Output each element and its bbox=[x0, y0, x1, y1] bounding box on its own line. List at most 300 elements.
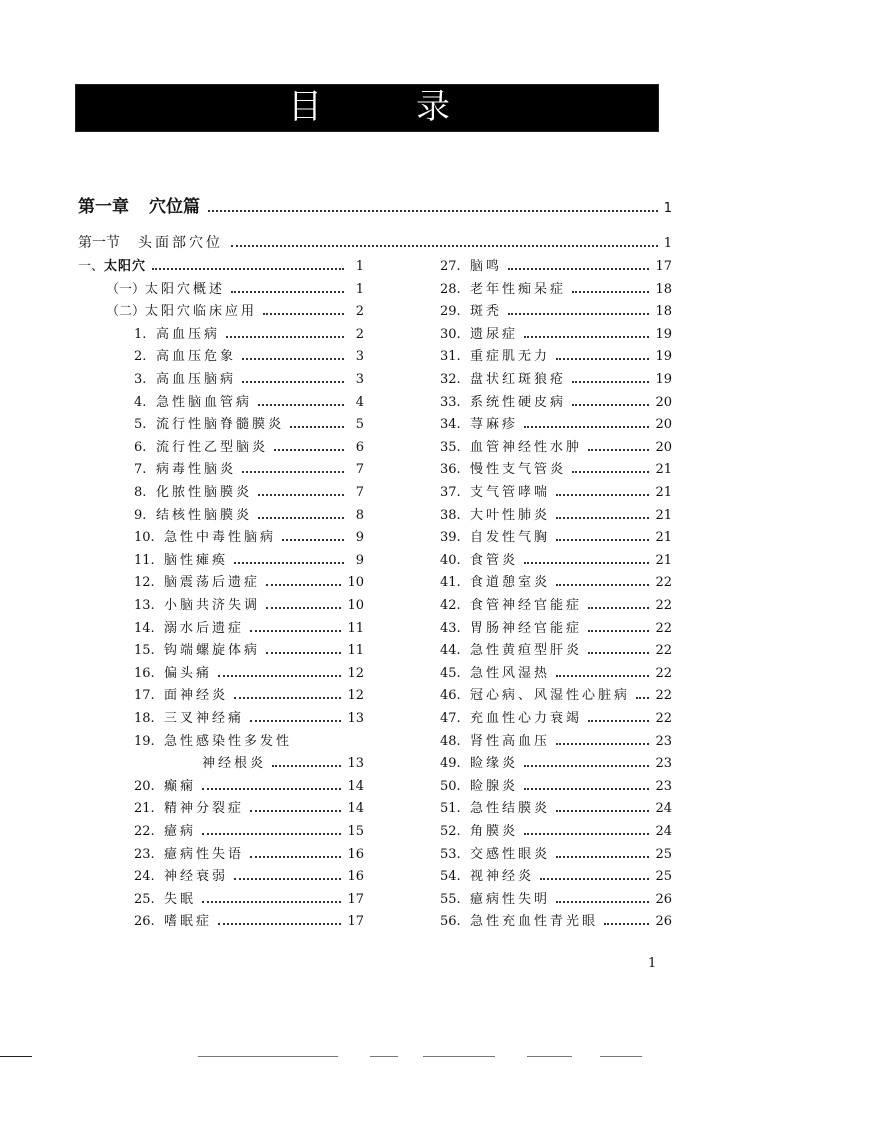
entry-number: 30. bbox=[440, 326, 461, 342]
dot-leader bbox=[218, 675, 341, 677]
dot-leader bbox=[258, 517, 344, 519]
entry-number: 38. bbox=[440, 507, 461, 523]
toc-entry[interactable] bbox=[134, 504, 364, 524]
toc-entry[interactable] bbox=[440, 549, 672, 569]
entry-number: 42. bbox=[440, 598, 461, 613]
entry-title: 太阳穴临床应用 bbox=[145, 304, 258, 320]
entry-number: 15. bbox=[134, 643, 155, 659]
toc-entry[interactable] bbox=[134, 481, 364, 501]
entry-title: 三叉神经痛 bbox=[164, 711, 245, 726]
dot-leader bbox=[556, 584, 649, 586]
dot-leader bbox=[524, 765, 649, 767]
dot-leader bbox=[234, 562, 344, 564]
entry-page: 21 bbox=[655, 530, 672, 546]
entry-title: 病毒性脑炎 bbox=[156, 462, 237, 478]
toc-entry[interactable] bbox=[440, 910, 672, 930]
dot-leader bbox=[250, 630, 341, 632]
entry-page: 8 bbox=[355, 507, 364, 523]
entry-number: 36. bbox=[440, 462, 461, 478]
entry-number: 51. bbox=[440, 801, 461, 817]
toc-entry[interactable] bbox=[134, 345, 364, 365]
dot-leader bbox=[258, 494, 344, 496]
entry-number: 28. bbox=[440, 281, 461, 297]
entry-title: 急性黄疸型肝炎 bbox=[470, 643, 583, 659]
entry-number: 19. bbox=[134, 733, 155, 749]
entry-number: 16. bbox=[134, 665, 155, 681]
entry-number: 22. bbox=[134, 824, 155, 839]
toc-entry[interactable] bbox=[134, 594, 364, 614]
entry-number: 54. bbox=[440, 869, 461, 885]
entry-title: 急性风湿热 bbox=[470, 665, 551, 681]
chapter-title: 穴位篇 bbox=[149, 197, 200, 217]
entry-page: 7 bbox=[355, 485, 364, 500]
entry-title: 冠心病、风湿性心脏病 bbox=[470, 688, 631, 704]
dot-leader bbox=[556, 901, 649, 903]
dot-leader bbox=[282, 539, 344, 541]
entry-number: 21. bbox=[134, 801, 155, 817]
entry-number: 18. bbox=[134, 711, 155, 726]
entry-number: 48. bbox=[440, 733, 461, 749]
entry-title: 化脓性脑膜炎 bbox=[156, 485, 253, 500]
entry-title: 高血压脑病 bbox=[156, 372, 237, 387]
entry-number: 50. bbox=[440, 778, 461, 794]
toc-title-banner bbox=[75, 84, 659, 132]
dot-leader bbox=[604, 923, 649, 925]
toc-entry[interactable] bbox=[134, 820, 364, 840]
toc-entry[interactable] bbox=[134, 526, 364, 546]
entry-page: 22 bbox=[655, 643, 672, 659]
dot-leader bbox=[242, 358, 344, 360]
toc-entry[interactable] bbox=[440, 843, 672, 863]
entry-title: 太阳穴 bbox=[104, 259, 147, 274]
entry-title: 钩端螺旋体病 bbox=[164, 643, 261, 659]
toc-entry[interactable] bbox=[180, 752, 364, 772]
dot-leader bbox=[290, 426, 344, 428]
toc-entry[interactable] bbox=[134, 639, 364, 659]
toc-entry[interactable] bbox=[440, 639, 672, 659]
dot-leader bbox=[272, 765, 341, 767]
entry-number: 10. bbox=[134, 530, 155, 546]
entry-page: 23 bbox=[655, 756, 672, 772]
entry-page: 5 bbox=[355, 417, 364, 433]
toc-entry[interactable] bbox=[134, 391, 364, 411]
entry-number: 52. bbox=[440, 824, 461, 839]
dot-leader bbox=[274, 449, 344, 451]
entry-page: 1 bbox=[355, 281, 364, 297]
entry-page: 16 bbox=[347, 869, 364, 885]
entry-number: 34. bbox=[440, 417, 461, 433]
dot-leader bbox=[524, 426, 649, 428]
toc-entry[interactable] bbox=[134, 843, 364, 863]
dot-leader bbox=[242, 471, 344, 473]
toc-entry[interactable] bbox=[134, 684, 364, 704]
entry-page: 16 bbox=[347, 846, 364, 862]
entry-title: 小脑共济失调 bbox=[164, 598, 261, 613]
entry-page: 11 bbox=[347, 620, 364, 636]
dot-leader bbox=[540, 878, 649, 880]
entry-page: 3 bbox=[355, 349, 364, 365]
entry-title: 大叶性肺炎 bbox=[470, 507, 551, 523]
entry-title: 失眠 bbox=[164, 891, 197, 907]
entry-page: 25 bbox=[655, 869, 672, 885]
entry-page: 1 bbox=[355, 259, 364, 274]
toc-entry[interactable] bbox=[134, 662, 364, 682]
dot-leader bbox=[572, 404, 649, 406]
entry-title: 癔病性失明 bbox=[470, 891, 551, 907]
entry-title: 遗尿症 bbox=[470, 326, 519, 342]
entry-page: 26 bbox=[655, 914, 672, 930]
dot-leader bbox=[508, 268, 649, 270]
entry-title: 交感性眼炎 bbox=[470, 846, 551, 862]
toc-title-char-2: 录 bbox=[416, 87, 450, 127]
entry-number: 1. bbox=[134, 326, 147, 342]
entry-page: 6 bbox=[355, 439, 364, 455]
entry-number: 23. bbox=[134, 846, 155, 862]
entry-page: 22 bbox=[655, 688, 672, 704]
dot-leader bbox=[572, 381, 649, 383]
entry-page: 22 bbox=[655, 598, 672, 613]
entry-page: 19 bbox=[655, 372, 672, 387]
toc-entry[interactable] bbox=[440, 752, 672, 772]
dot-leader bbox=[152, 268, 344, 270]
dot-leader bbox=[556, 539, 649, 541]
entry-title: 重症肌无力 bbox=[470, 349, 551, 365]
entry-title: 睑腺炎 bbox=[470, 778, 519, 794]
section-page: 1 bbox=[663, 236, 672, 251]
dot-leader bbox=[588, 607, 649, 609]
entry-title: 盘状红斑狼疮 bbox=[470, 372, 567, 387]
dot-leader bbox=[556, 358, 649, 360]
dot-leader bbox=[231, 291, 344, 293]
entry-title: 脑性瘫痪 bbox=[164, 552, 229, 568]
entry-number: 12. bbox=[134, 575, 155, 591]
dot-leader bbox=[250, 720, 341, 722]
entry-title: 支气管哮喘 bbox=[470, 485, 551, 500]
toc-entry[interactable] bbox=[106, 300, 364, 320]
entry-title: 精神分裂症 bbox=[164, 801, 245, 817]
entry-number: 8. bbox=[134, 485, 147, 500]
toc-entry[interactable] bbox=[440, 481, 672, 501]
entry-title: 自发性气胸 bbox=[470, 530, 551, 546]
dot-leader bbox=[202, 788, 341, 790]
toc-entry[interactable] bbox=[440, 571, 672, 591]
dot-leader bbox=[231, 245, 658, 247]
entry-title: 高血压病 bbox=[156, 326, 221, 342]
chapter-page: 1 bbox=[663, 201, 672, 216]
toc-entry[interactable] bbox=[134, 707, 364, 727]
entry-number: 44. bbox=[440, 643, 461, 659]
entry-page: 21 bbox=[655, 462, 672, 478]
dot-leader bbox=[266, 652, 341, 654]
entry-number: 47. bbox=[440, 711, 461, 726]
entry-number: 45. bbox=[440, 665, 461, 681]
entry-page: 23 bbox=[655, 778, 672, 794]
entry-page: 2 bbox=[355, 304, 364, 320]
toc-entry[interactable] bbox=[134, 797, 364, 817]
entry-page: 24 bbox=[655, 824, 672, 839]
entry-number: 17. bbox=[134, 688, 155, 704]
toc-entry[interactable] bbox=[134, 888, 364, 908]
entry-page: 9 bbox=[355, 552, 364, 568]
entry-number: 40. bbox=[440, 552, 461, 568]
entry-page: 14 bbox=[347, 801, 364, 817]
toc-entry[interactable] bbox=[440, 526, 672, 546]
entry-page: 17 bbox=[347, 891, 364, 907]
entry-title: 荨麻疹 bbox=[470, 417, 519, 433]
entry-title: 角膜炎 bbox=[470, 824, 519, 839]
dot-leader bbox=[524, 788, 649, 790]
entry-title: 血管神经性水肿 bbox=[470, 439, 583, 455]
toc-entry[interactable] bbox=[440, 707, 672, 727]
entry-page: 17 bbox=[655, 259, 672, 274]
dot-leader bbox=[524, 336, 649, 338]
entry-title: 急性脑血管病 bbox=[156, 394, 253, 410]
entry-number: 37. bbox=[440, 485, 461, 500]
dot-leader bbox=[556, 743, 649, 745]
entry-number: 41. bbox=[440, 575, 461, 591]
entry-page: 19 bbox=[655, 349, 672, 365]
entry-title: 偏头痛 bbox=[164, 665, 213, 681]
entry-title: 慢性支气管炎 bbox=[470, 462, 567, 478]
toc-entry[interactable] bbox=[440, 662, 672, 682]
toc-entry[interactable] bbox=[440, 684, 672, 704]
entry-number: 5. bbox=[134, 417, 147, 433]
entry-page: 12 bbox=[347, 688, 364, 704]
entry-number: 29. bbox=[440, 304, 461, 320]
dot-leader bbox=[588, 720, 649, 722]
dot-leader bbox=[266, 584, 341, 586]
entry-number: 13. bbox=[134, 598, 155, 613]
toc-entry[interactable] bbox=[134, 458, 364, 478]
toc-entry[interactable] bbox=[440, 504, 672, 524]
toc-entry[interactable] bbox=[134, 571, 364, 591]
entry-title: 流行性脑脊髓膜炎 bbox=[156, 417, 285, 433]
toc-entry[interactable] bbox=[440, 594, 672, 614]
toc-entry[interactable] bbox=[78, 255, 364, 275]
entry-page: 21 bbox=[655, 485, 672, 500]
toc-entry[interactable] bbox=[134, 368, 364, 388]
entry-title: 急性结膜炎 bbox=[470, 801, 551, 817]
entry-title: 睑缘炎 bbox=[470, 756, 519, 772]
toc-entry[interactable] bbox=[440, 820, 672, 840]
entry-page: 2 bbox=[355, 326, 364, 342]
entry-number: 26. bbox=[134, 914, 155, 930]
entry-title: 视神经炎 bbox=[470, 869, 535, 885]
entry-title: 流行性乙型脑炎 bbox=[156, 439, 269, 455]
entry-page: 22 bbox=[655, 620, 672, 636]
entry-number: 56. bbox=[440, 914, 461, 930]
toc-entry[interactable] bbox=[440, 865, 672, 885]
dot-leader bbox=[556, 810, 649, 812]
entry-title: 肾性高血压 bbox=[470, 733, 551, 749]
entry-number: （一） bbox=[106, 281, 146, 297]
entry-page: 11 bbox=[347, 643, 364, 659]
dot-leader bbox=[218, 923, 341, 925]
entry-title: 老年性痴呆症 bbox=[470, 281, 567, 297]
entry-title: 高血压危象 bbox=[156, 349, 237, 365]
section-label: 第一节 bbox=[78, 235, 120, 251]
entry-page: 23 bbox=[655, 733, 672, 749]
toc-entry[interactable] bbox=[440, 300, 672, 320]
dot-leader bbox=[524, 833, 649, 835]
entry-title: 充血性心力衰竭 bbox=[470, 711, 583, 726]
entry-number: 33. bbox=[440, 394, 461, 410]
scan-artifact-line bbox=[370, 1056, 398, 1057]
toc-title-char-1: 目 bbox=[288, 87, 322, 127]
entry-title: 系统性硬皮病 bbox=[470, 394, 567, 410]
entry-title: 神经根炎 bbox=[202, 756, 267, 772]
entry-page: 26 bbox=[655, 891, 672, 907]
entry-page: 12 bbox=[347, 665, 364, 681]
entry-number: 27. bbox=[440, 259, 461, 274]
dot-leader bbox=[556, 517, 649, 519]
toc-entry[interactable] bbox=[440, 436, 672, 456]
entry-title: 脑鸣 bbox=[470, 259, 503, 274]
entry-title: 胃肠神经官能症 bbox=[470, 620, 583, 636]
toc-entry[interactable] bbox=[134, 436, 364, 456]
entry-title: 食管神经官能症 bbox=[470, 598, 583, 613]
entry-title: 溺水后遗症 bbox=[164, 620, 245, 636]
toc-entry[interactable] bbox=[440, 323, 672, 343]
dot-leader bbox=[572, 471, 649, 473]
dot-leader bbox=[202, 901, 341, 903]
entry-page: 21 bbox=[655, 507, 672, 523]
dot-leader bbox=[588, 652, 649, 654]
toc-entry[interactable] bbox=[440, 730, 672, 750]
entry-number: 20. bbox=[134, 778, 155, 794]
entry-page: 3 bbox=[355, 372, 364, 387]
entry-page: 10 bbox=[347, 575, 364, 591]
entry-number: 7. bbox=[134, 462, 147, 478]
toc-entry[interactable] bbox=[440, 413, 672, 433]
page-number: 1 bbox=[648, 956, 657, 971]
entry-page: 4 bbox=[355, 394, 364, 410]
entry-number: 11. bbox=[134, 552, 155, 568]
entry-number: 2. bbox=[134, 349, 147, 365]
entry-number: 24. bbox=[134, 869, 155, 885]
dot-leader bbox=[263, 313, 344, 315]
entry-number: 14. bbox=[134, 620, 155, 636]
toc-entry[interactable] bbox=[440, 255, 672, 275]
entry-number: 39. bbox=[440, 530, 461, 546]
toc-entry[interactable] bbox=[134, 549, 364, 569]
entry-title: 食道憩室炎 bbox=[470, 575, 551, 591]
scan-artifact-line bbox=[0, 1056, 32, 1057]
entry-number: 55. bbox=[440, 891, 461, 907]
entry-number: 53. bbox=[440, 846, 461, 862]
toc-entry[interactable] bbox=[134, 910, 364, 930]
entry-number: 6. bbox=[134, 439, 147, 455]
entry-page: 13 bbox=[347, 756, 364, 772]
scan-artifact-line bbox=[423, 1056, 495, 1057]
scan-artifact-line bbox=[527, 1056, 572, 1057]
entry-page: 25 bbox=[655, 846, 672, 862]
toc-chapter-entry[interactable] bbox=[78, 192, 672, 217]
entry-title: 急性感染性多发性 bbox=[164, 733, 293, 749]
dot-leader bbox=[266, 607, 341, 609]
dot-leader bbox=[636, 697, 649, 699]
entry-number: 43. bbox=[440, 620, 461, 636]
toc-entry[interactable] bbox=[440, 368, 672, 388]
entry-page: 15 bbox=[347, 824, 364, 839]
dot-leader bbox=[250, 856, 341, 858]
dot-leader bbox=[556, 494, 649, 496]
toc-entry[interactable] bbox=[440, 775, 672, 795]
toc-entry[interactable] bbox=[106, 278, 364, 298]
entry-title: 癔病性失语 bbox=[164, 846, 245, 862]
section-title: 头面部穴位 bbox=[138, 235, 223, 251]
entry-page: 24 bbox=[655, 801, 672, 817]
toc-entry[interactable] bbox=[134, 323, 364, 343]
dot-leader bbox=[572, 291, 649, 293]
entry-number: 3. bbox=[134, 372, 147, 387]
entry-title: 神经衰弱 bbox=[164, 869, 229, 885]
toc-entry[interactable] bbox=[440, 391, 672, 411]
entry-title: 太阳穴概述 bbox=[145, 281, 226, 297]
entry-number: 9. bbox=[134, 507, 147, 523]
dot-leader bbox=[234, 697, 341, 699]
dot-leader bbox=[556, 675, 649, 677]
entry-title: 脑震荡后遗症 bbox=[164, 575, 261, 591]
entry-number: 25. bbox=[134, 891, 155, 907]
dot-leader bbox=[258, 404, 344, 406]
toc-entry[interactable] bbox=[134, 865, 364, 885]
toc-entry[interactable] bbox=[440, 888, 672, 908]
toc-entry[interactable] bbox=[134, 413, 364, 433]
toc-entry[interactable] bbox=[134, 617, 364, 637]
entry-number: 35. bbox=[440, 439, 461, 455]
entry-number: 4. bbox=[134, 394, 147, 410]
dot-leader bbox=[588, 449, 649, 451]
toc-entry[interactable] bbox=[440, 458, 672, 478]
dot-leader bbox=[208, 210, 658, 212]
entry-number: 46. bbox=[440, 688, 461, 704]
dot-leader bbox=[508, 313, 649, 315]
entry-title: 结核性脑膜炎 bbox=[156, 507, 253, 523]
entry-page: 9 bbox=[355, 530, 364, 546]
entry-number: 49. bbox=[440, 756, 461, 772]
toc-entry[interactable] bbox=[134, 730, 364, 750]
entry-page: 10 bbox=[347, 598, 364, 613]
entry-page: 20 bbox=[655, 439, 672, 455]
dot-leader bbox=[202, 833, 341, 835]
entry-page: 14 bbox=[347, 778, 364, 794]
entry-number: 31. bbox=[440, 349, 461, 365]
toc-entry[interactable] bbox=[440, 278, 672, 298]
entry-page: 20 bbox=[655, 394, 672, 410]
dot-leader bbox=[556, 856, 649, 858]
entry-title: 急性充血性青光眼 bbox=[470, 914, 599, 930]
dot-leader bbox=[226, 336, 344, 338]
dot-leader bbox=[588, 630, 649, 632]
entry-page: 22 bbox=[655, 665, 672, 681]
entry-title: 急性中毒性脑病 bbox=[164, 530, 277, 546]
entry-page: 22 bbox=[655, 711, 672, 726]
toc-entry[interactable] bbox=[440, 797, 672, 817]
dot-leader bbox=[524, 562, 649, 564]
entry-title: 食管炎 bbox=[470, 552, 519, 568]
toc-entry[interactable] bbox=[134, 775, 364, 795]
entry-title: 斑秃 bbox=[470, 304, 503, 320]
entry-number: 一、 bbox=[78, 259, 105, 274]
entry-page: 7 bbox=[355, 462, 364, 478]
scan-artifact-line bbox=[198, 1056, 338, 1057]
toc-section-entry[interactable] bbox=[78, 232, 672, 252]
toc-entry[interactable] bbox=[440, 345, 672, 365]
dot-leader bbox=[234, 878, 341, 880]
entry-page: 19 bbox=[655, 326, 672, 342]
toc-entry[interactable] bbox=[440, 617, 672, 637]
